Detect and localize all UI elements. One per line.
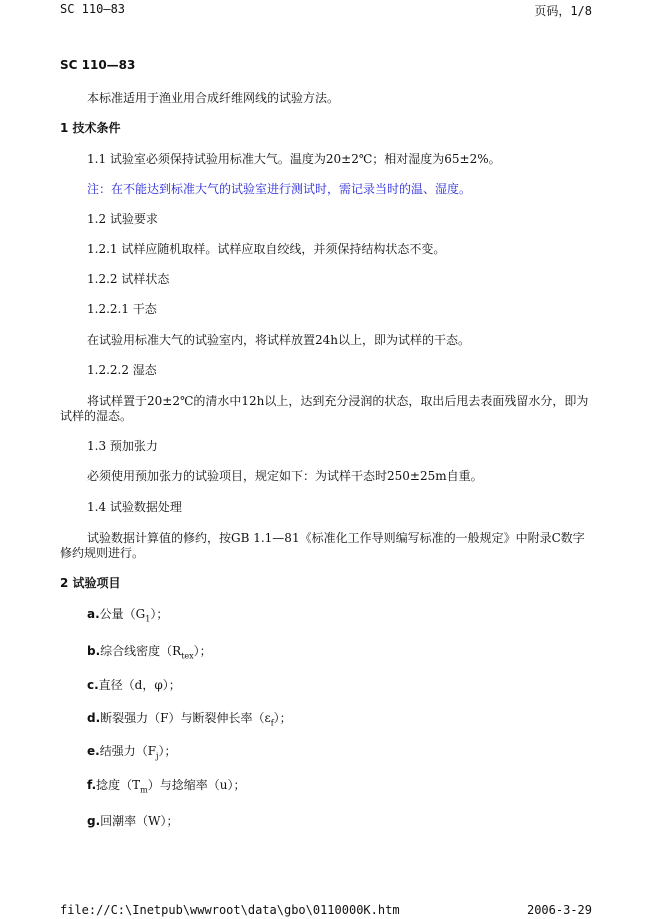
- clause-1-3: 1.3 预加张力: [87, 439, 158, 453]
- clause-1-4: 1.4 试验数据处理: [87, 500, 182, 514]
- section-1-heading: 1 技术条件: [60, 121, 121, 135]
- dry-state-paragraph: 在试验用标准大气的试验室内，将试样放置24h以上，即为试样的干态。: [87, 333, 471, 347]
- clause-1-2-2-1: 1.2.2.1 干态: [87, 302, 157, 316]
- clause-1-2: 1.2 试验要求: [87, 212, 158, 226]
- list-item: g.回潮率（W）；: [87, 814, 179, 828]
- data-processing-paragraph: 试验数据计算值的修约，按GB 1.1—81《标准化工作导则编写标准的一般规定》中附录C数字修约规则进行。: [60, 531, 585, 560]
- list-item: e.结强力$(F_j)$；: [87, 744, 177, 761]
- list-item: c.直径（d，φ）；: [87, 678, 181, 692]
- doc-title: SC 110—83: [60, 58, 136, 72]
- header-left: SC 110—83: [60, 2, 126, 16]
- clause-1-1: 1.1 试验室必须保持试验用标准大气。温度为20±2℃；相对湿度为65±2%。: [87, 152, 501, 166]
- list-item: d.断裂强力（F）与断裂伸长率$(\varepsilon_f)$；: [87, 711, 292, 728]
- wet-state-paragraph: 将试样置于20±2℃的清水中12h以上，达到充分浸润的状态，取出后甩去表面残留水分，即为试样的湿态。: [60, 394, 589, 423]
- clause-1-2-2-2: 1.2.2.2 湿态: [87, 363, 157, 377]
- section-2-heading: 2 试验项目: [60, 576, 121, 590]
- tension-paragraph: 必须使用预加张力的试验项目，规定如下：为试样干态时250±25m自重。: [87, 469, 483, 483]
- header-page-number: 页码，1/8: [534, 4, 592, 18]
- footer-date: 2006-3-29: [526, 903, 592, 917]
- note-paragraph: 注：在不能达到标准大气的试验室进行测试时，需记录当时的温、湿度。: [87, 182, 472, 196]
- intro-paragraph: 本标准适用于渔业用合成纤维网线的试验方法。: [87, 91, 340, 105]
- clause-1-2-1: 1.2.1 试样应随机取样。试样应取自绞线，并须保持结构状态不变。: [87, 242, 446, 256]
- clause-1-2-2: 1.2.2 试样状态: [87, 272, 170, 286]
- footer-file-path: file://C:\Inetpub\wwwroot\data\gbo\0110000K.htm: [60, 903, 400, 917]
- list-item: f.捻度$(T_m)$与捻缩率（u）；: [87, 778, 246, 795]
- list-item: b.综合线密度$(R_{tex})$；: [87, 644, 212, 661]
- list-item: a.公量$(G_1)$；: [87, 607, 169, 624]
